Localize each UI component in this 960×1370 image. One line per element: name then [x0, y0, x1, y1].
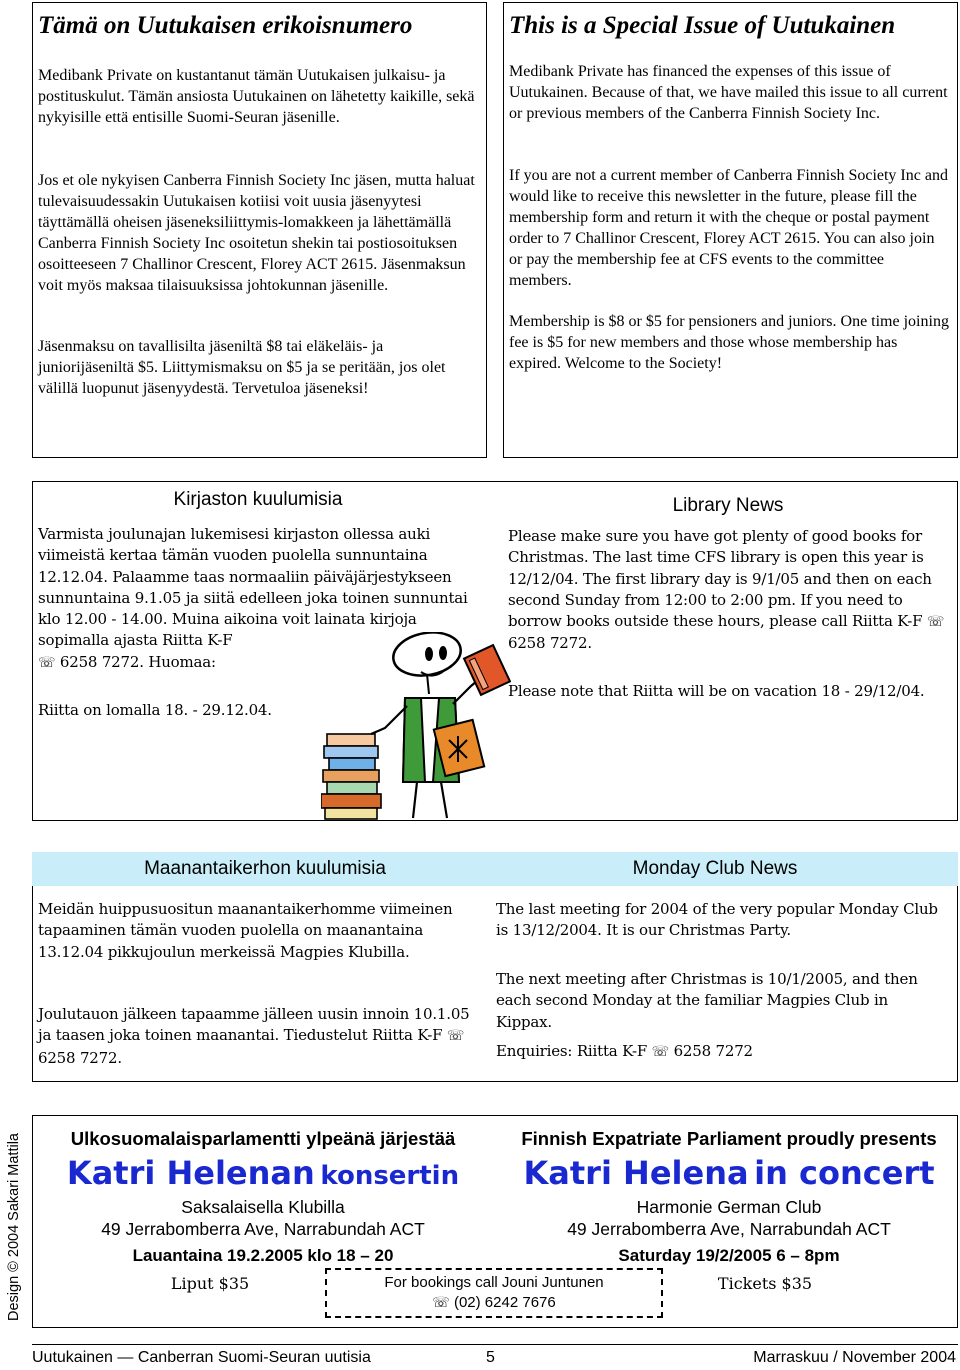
- concert-en-address: 49 Jerrabomberra Ave, Narrabundah ACT: [567, 1219, 891, 1239]
- monday-en-title: Monday Club News: [632, 858, 798, 879]
- phone-icon: ☏: [651, 1044, 669, 1060]
- monday-fi-phone: 6258 7272.: [38, 1048, 122, 1067]
- special-issue-fi-p3: Jäsenmaksu on tavallisilta jäseniltä $8 tai eläkeläis- ja juniorijäseniltä $5. Liittymismaksu on $5 ja se peritään, jos olet välillä luopunut jäsenyydestä. Tervetuloa jäseneksi!: [38, 338, 446, 397]
- special-issue-fi-title: Tämä on Uutukaisen erikoisnumero: [38, 12, 413, 39]
- concert-en-title: [500, 1150, 958, 1202]
- bookings-phone: (02) 6242 7676: [453, 1294, 556, 1311]
- bookings-phone-line: [327, 1293, 661, 1313]
- footer-rule: [32, 1344, 958, 1345]
- special-issue-fi-p2: Jos et ole nykyisen Canberra Finnish Society Inc jäsen, mutta haluat tulevaisuudessakin Uutukaisen kotiisi voit uusia jäsenyytesi täyttämällä oheisen jäseneksiliittymis-lomakkeen ja lähettämällä Canberra Finnish Society Inc osoitetun shekin tai postiosoituksen osoitteeseen 7 Challinor Crescent, Florey ACT 2615. Jäsenmaksun voit myös maksaa tilaisuuksissa johtokunnan jäsenille.: [38, 172, 475, 294]
- library-fi-p2: Riitta on lomalla 18. - 29.12.04.: [38, 701, 272, 719]
- phone-icon: ☏: [446, 1028, 465, 1045]
- monday-en-p2: The next meeting after Christmas is 10/1/2005, and then each second Monday at the familiar Magpies Club in Kippax.: [496, 970, 918, 1031]
- monday-fi-title: Maanantaikerhon kuulumisia: [144, 858, 386, 879]
- special-issue-en-p1: Medibank Private has financed the expenses of this issue of Uutukainen. Because of that, we have mailed this issue to all current or previous members of the Canberra Finnish Society Inc.: [509, 63, 948, 122]
- library-en-text: [508, 526, 948, 655]
- design-credit: Design © 2004 Sakari Mattila: [6, 1133, 22, 1321]
- concert-en-organizer: Finnish Expatriate Parliament proudly presents: [521, 1128, 937, 1149]
- library-fi-title: Kirjaston kuulumisia: [173, 489, 343, 510]
- footer-right: Marraskuu / November 2004: [753, 1349, 956, 1366]
- library-en-p1: Please make sure you have got plenty of good books for Christmas. The last time CFS library is open this year is 12/12/04. The first library day is 9/1/05 and then on each second Sunday from 12:00 to 2:00 pm. If you need to borrow books outside these hours, please call Riitta K-F: [508, 527, 932, 631]
- special-issue-fi-p1: Medibank Private on kustantanut tämän Uutukaisen julkaisu- ja postituskulut. Tämän ansiosta Uutukainen on lähetetty kaikille, sekä nykyisille että entisille Suomi-Seuran jäsenille.: [38, 67, 475, 126]
- librarian-cartoon-illustration: [321, 632, 511, 820]
- concert-fi-title-name: Katri Helenan: [66, 1154, 315, 1192]
- bookings-box: [325, 1268, 663, 1318]
- concert-fi-address: 49 Jerrabomberra Ave, Narrabundah ACT: [101, 1219, 425, 1239]
- monday-fi-p1: Meidän huippusuositun maanantaikerhomme viimeinen tapaaminen tämän vuoden puolella on maanantaina 13.12.04 pikkujoulun merkeissä Magpies Klubilla.: [38, 900, 453, 961]
- monday-en-phone: 6258 7272: [673, 1042, 753, 1060]
- monday-fi-p2: Joulutauon jälkeen tapaamme jälleen uusin innoin 10.1.05 ja taasen joka toinen maanantai. Tiedustelut Riitta K-F: [38, 1005, 470, 1045]
- footer-left: Uutukainen — Canberran Suomi-Seuran uutisia: [32, 1349, 371, 1366]
- concert-fi-venue: Saksalaisella Klubilla: [181, 1197, 345, 1217]
- library-en-phone: 6258 7272.: [508, 634, 592, 653]
- library-en-title: Library News: [672, 495, 784, 516]
- monday-en-p3: Enquiries: Riitta K-F: [496, 1042, 648, 1060]
- library-en-p2: Please note that Riitta will be on vacation 18 - 29/12/04.: [508, 682, 925, 700]
- monday-en-p3-wrap: [496, 1041, 946, 1063]
- special-issue-en-box: [503, 2, 958, 458]
- phone-icon: ☏: [432, 1295, 450, 1311]
- library-fi-phone: 6258 7272. Huomaa:: [59, 652, 216, 671]
- phone-icon: ☏: [926, 614, 945, 631]
- monday-fi-p2-wrap: [38, 1004, 478, 1069]
- concert-en-date: Saturday 19/2/2005 6 – 8pm: [618, 1246, 840, 1265]
- concert-en-title-name: Katri Helena: [523, 1154, 749, 1192]
- concert-en-title-word: in concert: [754, 1154, 935, 1192]
- concert-en-tickets: Tickets $35: [717, 1274, 813, 1293]
- concert-fi-tickets: Liput $35: [170, 1274, 250, 1293]
- concert-fi-organizer: Ulkosuomalaisparlamentti ylpeänä järjestää: [70, 1128, 456, 1149]
- library-fi-p1: Varmista joulunajan lukemisesi kirjaston ollessa auki viimeistä kertaa tämän vuoden puolella sunnuntaina 12.12.04. Palaamme taas normaaliin päiväjärjestykseen sunnuntaina 9.1.05 ja siitä edelleen joka toinen sunnuntai klo 12.00 - 14.00. Muina aikoina voit lainata kirjoja sopimalla ajasta Riitta K-F: [38, 525, 468, 650]
- bookings-text: For bookings call Jouni Juntunen: [384, 1274, 604, 1291]
- special-issue-en-p2: If you are not a current member of Canberra Finnish Society Inc and would like to receive this newsletter in the future, please fill the membership form and return it with the cheque or postal payment order to 7 Challinor Crescent, Florey ACT 2615. You can also join or pay the membership fee at CFS events to the committee members.: [509, 167, 948, 289]
- concert-fi-date: Lauantaina 19.2.2005 klo 18 – 20: [132, 1246, 394, 1265]
- special-issue-en-p3: Membership is $8 or $5 for pensioners and juniors. One time joining fee is $5 for new members and those whose membership has expired. Welcome to the Society!: [509, 313, 949, 372]
- concert-fi-title: [38, 1150, 488, 1202]
- phone-icon: ☏: [38, 654, 56, 671]
- concert-en-venue: Harmonie German Club: [636, 1197, 822, 1217]
- special-issue-en-title: This is a Special Issue of Uutukainen: [509, 12, 896, 39]
- special-issue-fi-box: [32, 2, 487, 458]
- footer-page-number: 5: [486, 1349, 495, 1366]
- concert-fi-title-word: konsertin: [320, 1161, 460, 1191]
- monday-en-p1: The last meeting for 2004 of the very popular Monday Club is 13/12/2004. It is our Christmas Party.: [496, 900, 938, 940]
- library-box: [32, 481, 958, 821]
